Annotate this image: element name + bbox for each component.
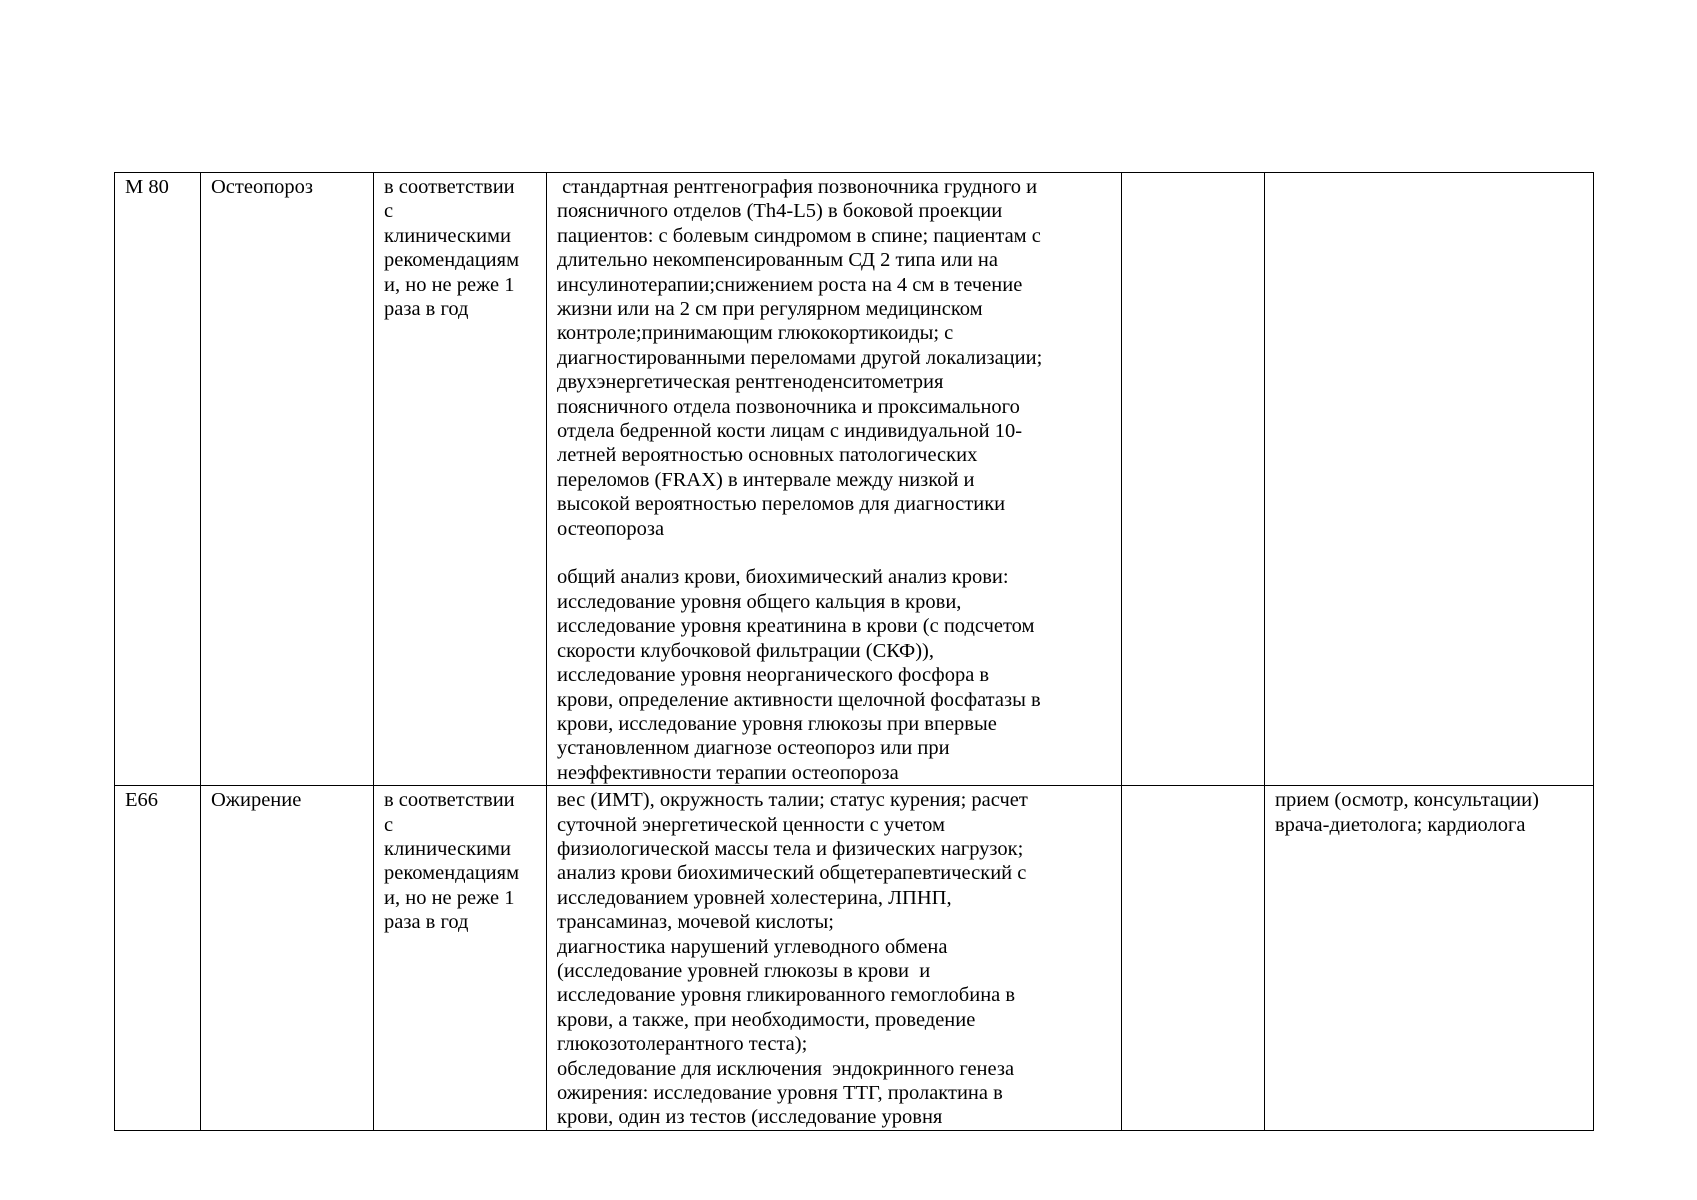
disease-cell: Остеопороз xyxy=(201,173,374,786)
empty-cell xyxy=(1122,786,1265,1131)
exams-cell xyxy=(547,173,1122,786)
table-row xyxy=(115,173,1594,786)
frequency-cell: в соответствии с клиническими рекомендациям и, но не реже 1 раза в год xyxy=(374,173,547,786)
exams-paragraph: общий анализ крови, биохимический анализ крови: исследование уровня общего кальция в крови, исследование уровня креатинина в крови (с подсчетом скорости клубочковой фильтрации (СКФ)), исследование уровня неорганического фосфора в крови, определение активности щелочной фосфатазы в крови, исследование уровня глюкозы при впервые установленном диагнозе остеопороз или при неэффективности терапии остеопороза xyxy=(557,566,1041,784)
frequency-cell: в соответствии с клиническими рекомендациям и, но не реже 1 раза в год xyxy=(374,786,547,1131)
empty-cell xyxy=(1122,173,1265,786)
consultation-cell: прием (осмотр, консультации) врача-диетолога; кардиолога xyxy=(1265,786,1594,1131)
table-row xyxy=(115,786,1594,1131)
exams-paragraph: стандартная рентгенография позвоночника грудного и поясничного отделов (Th4-L5) в боковой проекции пациентов: с болевым синдромом в спине; пациентам с длительно некомпенсированным СД 2 типа или на инсулинотерапии;снижением роста на 4 см в течение жизни или на 2 см при регулярном медицинском контроле;принимающим глюкокортикоиды; с диагностированными переломами другой локализации; двухэнергетическая рентгеноденситометрия поясничного отдела позвоночника и проксимального отдела бедренной кости лицам с индивидуальной 10- летней вероятностью основных патологических переломов (FRAX) в интервале между низкой и высокой вероятностью переломов для диагностики остеопороза xyxy=(557,176,1043,540)
exams-cell: вес (ИМТ), окружность талии; статус курения; расчет суточной энергетической ценности с учетом физиологической массы тела и физических нагрузок; анализ крови биохимический общетерапевтический с исследованием уровней холестерина, ЛПНП, трансаминаз, мочевой кислоты; диагностика нарушений углеводного обмена (исследование уровней глюкозы в крови и исследование уровня гликированного гемоглобина в крови, а также, при необходимости, проведение глюкозотолерантного теста); обследование для исключения эндокринного генеза ожирения: исследование уровня ТТГ, пролактина в крови, один из тестов (исследование уровня xyxy=(547,786,1122,1131)
code-cell: M 80 xyxy=(115,173,201,786)
disease-cell: Ожирение xyxy=(201,786,374,1131)
document-table xyxy=(114,172,1594,1131)
code-cell: E66 xyxy=(115,786,201,1131)
paragraph-gap xyxy=(557,541,1111,565)
consultation-cell xyxy=(1265,173,1594,786)
